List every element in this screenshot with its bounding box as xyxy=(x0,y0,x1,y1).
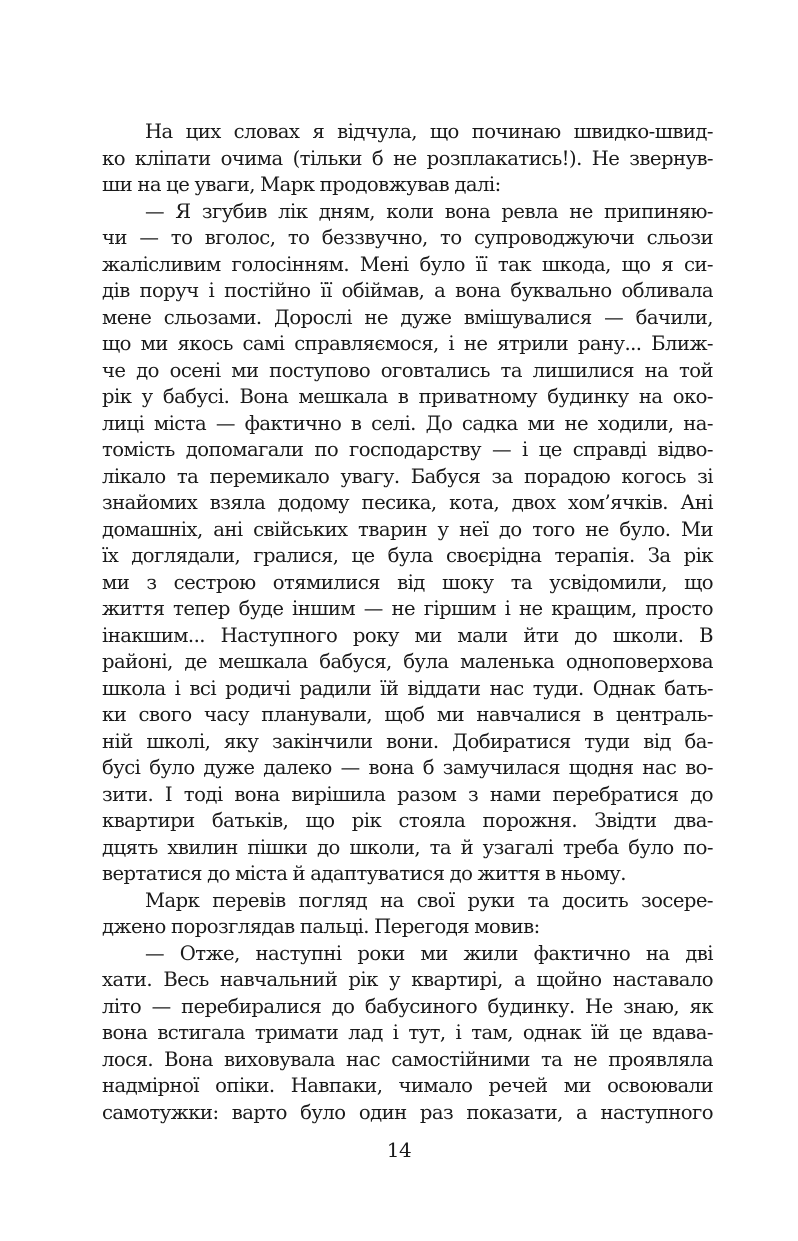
text-line: самотужки: варто було один раз показати, а наступного xyxy=(102,1100,713,1124)
text-line: квартири батьків, що рік стояла порожня. Звідти два- xyxy=(102,809,713,832)
text-line: ки свого часу планували, щоб ми навчалися в централь- xyxy=(102,703,713,726)
text-line: томість допомагали по господарству — і це справді відво- xyxy=(102,438,713,461)
text-line: що ми якось самі справляємося, і не ятрили рану... Ближ- xyxy=(102,332,713,355)
text-line: школа і всі родичі радили їй віддати нас туди. Однак бать- xyxy=(102,676,713,700)
text-line: ми з сестрою отямилися від шоку та усвідомили, що xyxy=(102,570,713,594)
text-line: їх доглядали, гралися, це була своєрідна терапія. За рік xyxy=(102,544,713,567)
text-line: надмірної опіки. Навпаки, чимало речей ми освоювали xyxy=(102,1074,713,1097)
text-line: жалісливим голосінням. Мені було її так шкода, що я си- xyxy=(102,252,713,276)
text-line: районі, де мешкала бабуся, була маленька одноповерхова xyxy=(102,650,713,673)
text-line: джено порозглядав пальці. Перегодя мовив: xyxy=(102,915,540,938)
text-line: мене сльозами. Дорослі не дуже вмішувалися — бачили, xyxy=(102,305,713,329)
text-line: літо — перебиралися до бабусиного будинку. Не знаю, як xyxy=(102,994,713,1018)
page-number: 14 xyxy=(386,1138,412,1162)
text-line: вона встигала тримати лад і тут, і там, однак їй це вдава- xyxy=(102,1021,713,1044)
paragraph-first-line: Марк перевів погляд на свої руки та досить зосере- xyxy=(145,888,713,912)
text-line: дцять хвилин пішки до школи, та й узагалі треба було по- xyxy=(102,835,713,859)
text-line: життя тепер буде іншим — не гіршим і не кращим, просто xyxy=(102,597,713,620)
text-line: лося. Вона виховувала нас самостійними та не проявляла xyxy=(102,1047,713,1071)
text-line: ній школі, яку закінчили вони. Добиратися туди від ба- xyxy=(102,729,713,753)
paragraph-first-line: На цих словах я відчула, що починаю швидко-швид- xyxy=(145,120,713,143)
text-line: знайомих взяла додому песика, кота, двох хом’ячків. Ані xyxy=(102,491,713,514)
text-line: інакшим... Наступного року ми мали йти до школи. В xyxy=(102,623,713,647)
text-line: вертатися до міста й адаптуватися до життя в ньому. xyxy=(102,862,626,885)
text-line: бусі було дуже далеко — вона б замучилася щодня нас во- xyxy=(102,756,713,779)
text-line: че до осені ми поступово оговтались та лишилися на той xyxy=(102,358,713,382)
text-line: чи — то вголос, то беззвучно, то супроводжуючи сльози xyxy=(102,226,713,249)
text-line: ши на це уваги, Марк продовжував далі: xyxy=(102,173,501,196)
text-line: лікало та перемикало увагу. Бабуся за порадою когось зі xyxy=(102,464,713,488)
text-line: хати. Весь навчальний рік у квартирі, а щойно наставало xyxy=(102,968,713,991)
text-line: лиці міста — фактично в селі. До садка ми не ходили, на- xyxy=(102,411,713,435)
text-line: дів поруч і постійно її обіймав, а вона буквально обливала xyxy=(102,279,713,302)
text-line: рік у бабусі. Вона мешкала в приватному будинку на око- xyxy=(102,385,713,408)
paragraph-first-line: — Я згубив лік дням, коли вона ревла не припиняю- xyxy=(145,199,713,223)
paragraph-first-line: — Отже, наступні роки ми жили фактично на дві xyxy=(145,941,713,965)
text-line: ко кліпати очима (тільки б не розплакатись!). Не звернув- xyxy=(102,146,713,170)
text-line: домашніх, ані свійських тварин у неї до того не було. Ми xyxy=(102,517,713,541)
text-line: зити. І тоді вона вирішила разом з нами перебратися до xyxy=(102,782,713,806)
body-text xyxy=(102,119,713,1126)
